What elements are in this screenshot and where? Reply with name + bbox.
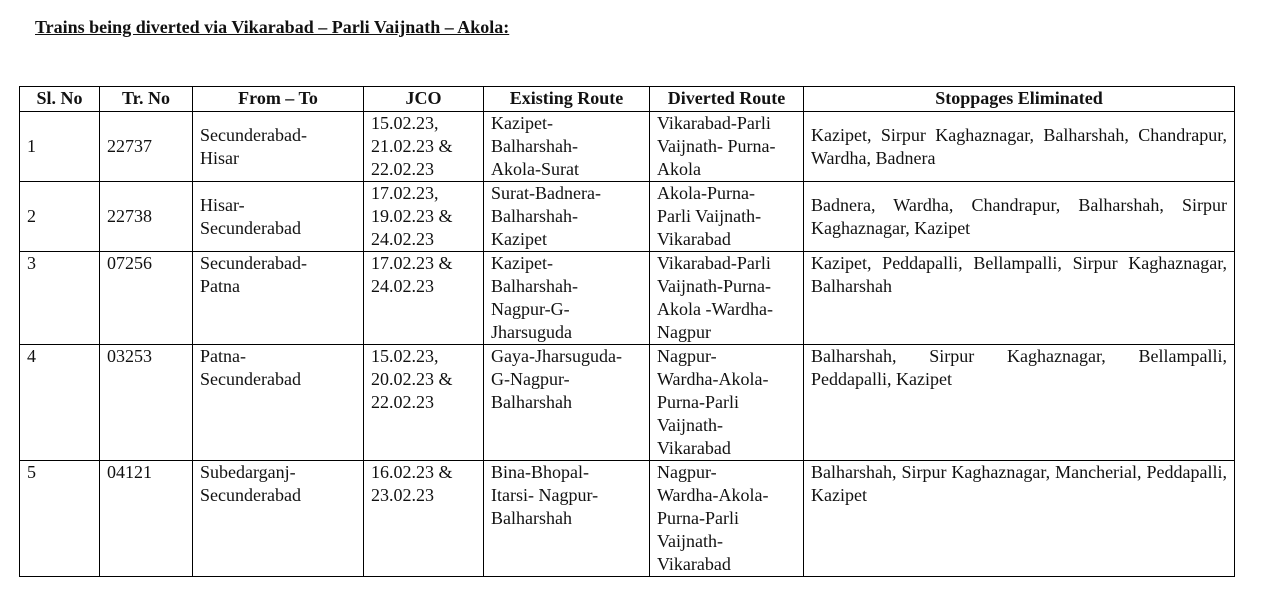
jco-line: 15.02.23, — [371, 113, 439, 133]
sl-no-cell: 5 — [20, 461, 100, 577]
from-to-cell — [193, 112, 364, 182]
header-from-to: From – To — [193, 87, 364, 112]
from-to-line: Secunderabad- — [200, 253, 307, 273]
diverted-route-line: Nagpur — [657, 322, 711, 342]
from-to-cell — [193, 252, 364, 345]
jco-line: 17.02.23, — [371, 183, 439, 203]
from-to-line: Patna- — [200, 346, 246, 366]
diverted-route-line: Vikarabad-Parli — [657, 113, 771, 133]
existing-route-line: Itarsi- Nagpur- — [491, 485, 599, 505]
diverted-route-line: Vaijnath- — [657, 531, 723, 551]
header-tr-no: Tr. No — [100, 87, 193, 112]
diverted-route-line: Akola -Wardha- — [657, 299, 773, 319]
diverted-route-line: Nagpur- — [657, 462, 717, 482]
jco-cell — [364, 252, 484, 345]
existing-route-line: Surat-Badnera- — [491, 183, 601, 203]
header-existing-route: Existing Route — [484, 87, 650, 112]
stoppages-cell: Balharshah, Sirpur Kaghaznagar, Mancherial, Peddapalli, Kazipet — [804, 461, 1235, 577]
jco-line: 19.02.23 & — [371, 206, 453, 226]
stoppages-cell: Badnera, Wardha, Chandrapur, Balharshah, Sirpur Kaghaznagar, Kazipet — [804, 182, 1235, 252]
existing-route-line: Balharshah — [491, 392, 572, 412]
stoppages-cell: Balharshah, Sirpur Kaghaznagar, Bellampalli, Peddapalli, Kazipet — [804, 345, 1235, 461]
header-jco: JCO — [364, 87, 484, 112]
jco-cell — [364, 112, 484, 182]
table-row — [20, 252, 1235, 345]
from-to-line: Hisar- — [200, 194, 245, 215]
existing-route-line: Kazipet- — [491, 253, 553, 273]
jco-line: 22.02.23 — [371, 159, 434, 179]
existing-route-line: Balharshah — [491, 508, 572, 528]
from-to-cell — [193, 461, 364, 577]
from-to-cell — [193, 182, 364, 252]
stoppages-cell: Kazipet, Peddapalli, Bellampalli, Sirpur Kaghaznagar, Balharshah — [804, 252, 1235, 345]
diverted-route-line: Vikarabad — [657, 229, 731, 249]
jco-line: 23.02.23 — [371, 485, 434, 505]
existing-route-cell — [484, 252, 650, 345]
diverted-route-line: Akola — [657, 159, 701, 179]
existing-route-line: Balharshah- — [491, 276, 578, 296]
existing-route-line: Jharsuguda — [491, 322, 572, 342]
diverted-route-line: Vaijnath-Purna- — [657, 276, 771, 296]
table-row — [20, 182, 1235, 252]
diversion-table — [19, 86, 1235, 577]
from-to-line: Patna — [200, 276, 240, 296]
diverted-route-line: Nagpur- — [657, 346, 717, 366]
diverted-route-cell — [650, 182, 804, 252]
diverted-route-line: Parli Vaijnath- — [657, 206, 762, 226]
diverted-route-cell — [650, 112, 804, 182]
from-to-line: Secunderabad — [200, 369, 301, 389]
diverted-route-line: Wardha-Akola- — [657, 369, 769, 389]
sl-no-cell: 1 — [20, 112, 100, 182]
existing-route-line: Balharshah- — [491, 206, 578, 226]
diverted-route-line: Purna-Parli — [657, 508, 739, 528]
diverted-route-line: Purna-Parli — [657, 392, 739, 412]
existing-route-line: Akola-Surat — [491, 159, 579, 179]
sl-no-cell: 4 — [20, 345, 100, 461]
from-to-line: Secunderabad- — [200, 124, 307, 145]
diverted-route-cell — [650, 345, 804, 461]
train-number-cell: 22738 — [100, 182, 193, 252]
jco-line: 24.02.23 — [371, 276, 434, 296]
jco-line: 24.02.23 — [371, 229, 434, 249]
stoppages-cell: Kazipet, Sirpur Kaghaznagar, Balharshah, Chandrapur, Wardha, Badnera — [804, 112, 1235, 182]
existing-route-cell — [484, 182, 650, 252]
table-row — [20, 345, 1235, 461]
existing-route-line: Kazipet- — [491, 113, 553, 133]
jco-cell — [364, 345, 484, 461]
jco-line: 20.02.23 & — [371, 369, 453, 389]
existing-route-line: Gaya-Jharsuguda- — [491, 346, 622, 366]
sl-no-cell: 2 — [20, 182, 100, 252]
existing-route-cell — [484, 112, 650, 182]
existing-route-cell — [484, 345, 650, 461]
diverted-route-cell — [650, 252, 804, 345]
table-row — [20, 461, 1235, 577]
sl-no-cell: 3 — [20, 252, 100, 345]
diverted-route-line: Vaijnath- Purna- — [657, 136, 776, 156]
train-number-cell: 04121 — [100, 461, 193, 577]
existing-route-line: Bina-Bhopal- — [491, 462, 589, 482]
diverted-route-cell — [650, 461, 804, 577]
jco-line: 16.02.23 & — [371, 462, 453, 482]
diverted-route-line: Vaijnath- — [657, 415, 723, 435]
jco-cell — [364, 182, 484, 252]
jco-line: 17.02.23 & — [371, 253, 453, 273]
header-sl-no: Sl. No — [20, 87, 100, 112]
existing-route-line: Nagpur-G- — [491, 299, 570, 319]
header-row — [20, 87, 1235, 112]
from-to-line: Subedarganj- — [200, 462, 296, 482]
from-to-line: Hisar — [200, 147, 239, 168]
diverted-route-line: Vikarabad — [657, 438, 731, 458]
jco-line: 15.02.23, — [371, 346, 439, 366]
jco-line: 21.02.23 & — [371, 136, 453, 156]
existing-route-cell — [484, 461, 650, 577]
jco-cell — [364, 461, 484, 577]
existing-route-line: Balharshah- — [491, 136, 578, 156]
diverted-route-line: Vikarabad — [657, 554, 731, 574]
diverted-route-line: Wardha-Akola- — [657, 485, 769, 505]
table-row — [20, 112, 1235, 182]
diverted-route-line: Akola-Purna- — [657, 183, 755, 203]
header-diverted-route: Diverted Route — [650, 87, 804, 112]
train-number-cell: 03253 — [100, 345, 193, 461]
train-number-cell: 22737 — [100, 112, 193, 182]
train-number-cell: 07256 — [100, 252, 193, 345]
existing-route-line: G-Nagpur- — [491, 369, 570, 389]
from-to-line: Secunderabad — [200, 485, 301, 505]
from-to-cell — [193, 345, 364, 461]
diverted-route-line: Vikarabad-Parli — [657, 253, 771, 273]
header-stoppages: Stoppages Eliminated — [804, 87, 1235, 112]
from-to-line: Secunderabad — [200, 217, 301, 238]
page-title: Trains being diverted via Vikarabad – Parli Vaijnath – Akola: — [35, 17, 510, 37]
existing-route-line: Kazipet — [491, 229, 547, 249]
jco-line: 22.02.23 — [371, 392, 434, 412]
